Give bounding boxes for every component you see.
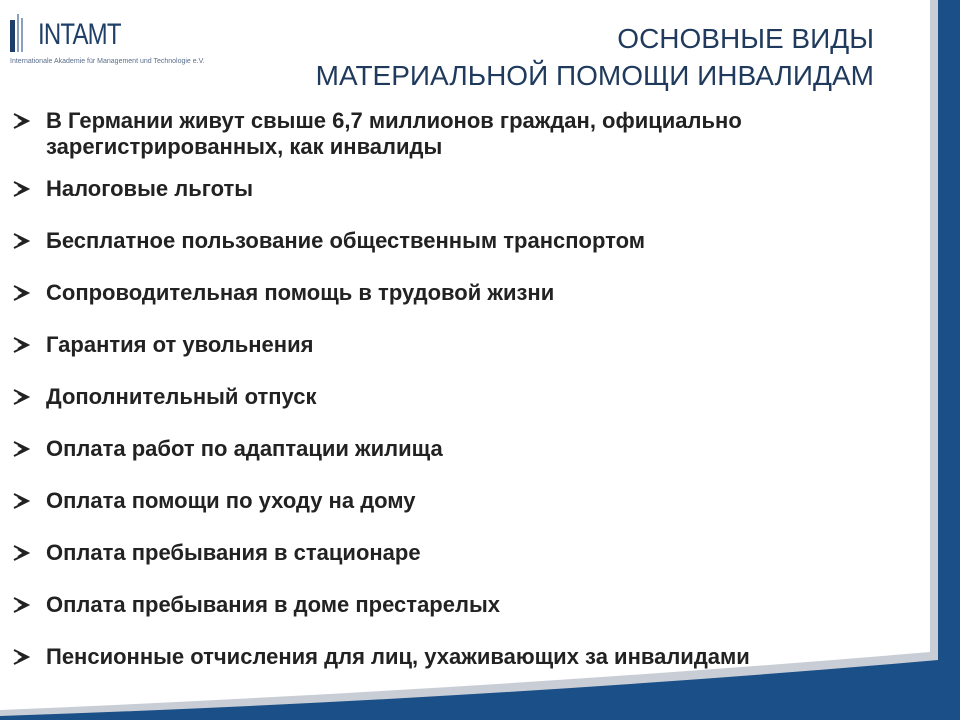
- list-item: [12, 332, 912, 384]
- list-item-text: В Германии живут свыше 6,7 миллионов граждан, официально зарегистрированных, как инвалиды: [46, 108, 742, 159]
- arrow-bullet-icon: [12, 336, 32, 354]
- list-item-text: Сопроводительная помощь в трудовой жизни: [46, 280, 555, 305]
- page-title: [316, 20, 874, 94]
- arrow-bullet-icon: [12, 284, 32, 302]
- arrow-bullet-icon: [12, 544, 32, 562]
- title-line-1: ОСНОВНЫЕ ВИДЫ: [617, 23, 874, 54]
- list-item-text: Дополнительный отпуск: [46, 384, 317, 409]
- arrow-bullet-icon: [12, 112, 32, 130]
- decorative-grey-stripe: [930, 0, 938, 720]
- arrow-bullet-icon: [12, 596, 32, 614]
- list-item: [12, 228, 912, 280]
- arrow-bullet-icon: [12, 648, 32, 666]
- list-item: [12, 644, 912, 696]
- list-item: [12, 436, 912, 488]
- list-item-text: Оплата пребывания в стационаре: [46, 540, 421, 565]
- logo-subtitle: Internationale Akademie für Management und Technologie e.V.: [10, 58, 205, 65]
- list-item: [12, 280, 912, 332]
- list-item-text: Налоговые льготы: [46, 176, 254, 201]
- list-item: [12, 488, 912, 540]
- list-item-text: Бесплатное пользование общественным транспортом: [46, 228, 645, 253]
- logo: [10, 12, 230, 65]
- arrow-bullet-icon: [12, 180, 32, 198]
- list-item-text: Гарантия от увольнения: [46, 332, 314, 357]
- list-item: [12, 176, 912, 228]
- bullet-list: [12, 108, 912, 696]
- list-item-text: Оплата пребывания в доме престарелых: [46, 592, 500, 617]
- logo-building-icon: [10, 14, 34, 52]
- arrow-bullet-icon: [12, 492, 32, 510]
- title-line-2: МАТЕРИАЛЬНОЙ ПОМОЩИ ИНВАЛИДАМ: [315, 60, 874, 91]
- decorative-blue-band: [938, 0, 960, 720]
- list-item-text: Оплата работ по адаптации жилища: [46, 436, 443, 461]
- list-item-text: Пенсионные отчисления для лиц, ухаживающих за инвалидами: [46, 644, 750, 669]
- list-item: [12, 108, 912, 176]
- arrow-bullet-icon: [12, 440, 32, 458]
- arrow-bullet-icon: [12, 232, 32, 250]
- arrow-bullet-icon: [12, 388, 32, 406]
- list-item: [12, 384, 912, 436]
- list-item: [12, 540, 912, 592]
- list-item: [12, 592, 912, 644]
- list-item-text: Оплата помощи по уходу на дому: [46, 488, 416, 513]
- logo-name: INTAMT: [38, 18, 121, 51]
